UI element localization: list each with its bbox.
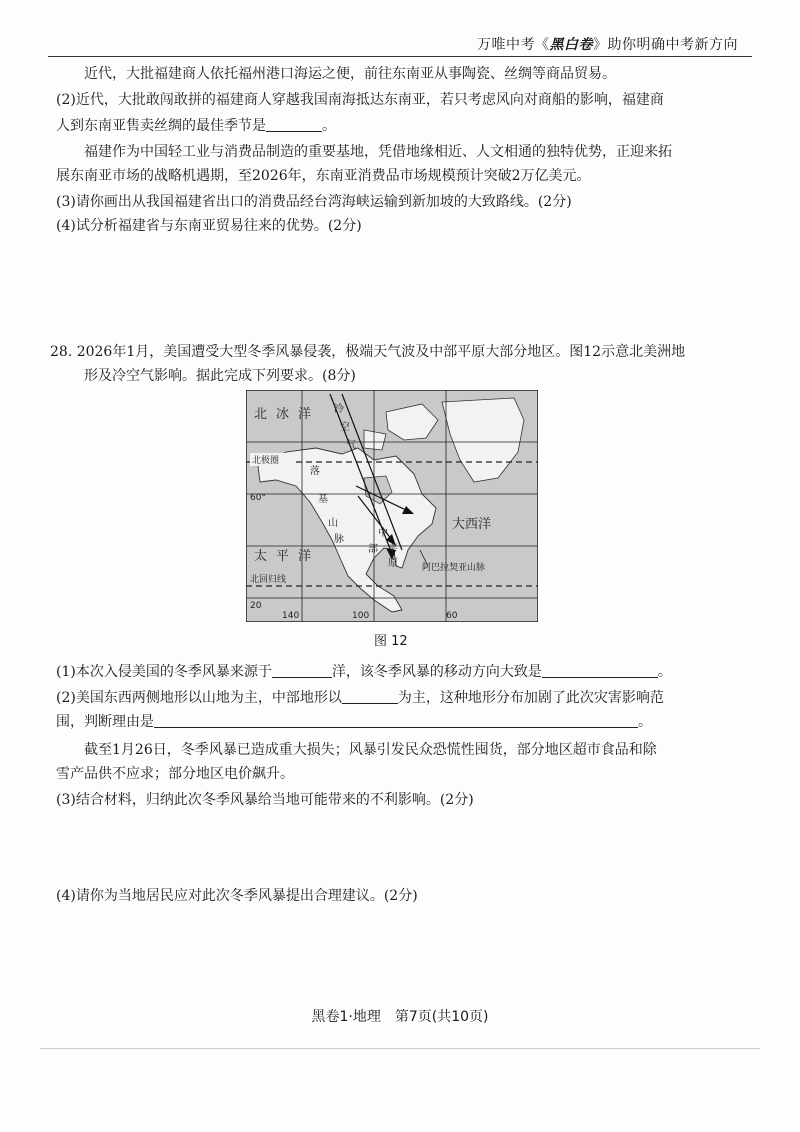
q27-q2-line-1: (2)近代，大批敢闯敢拼的福建商人穿越我国南海抵达东南亚，若只考虑风向对商船的影响，福建商 [56,92,664,108]
q28-q1-blank-direction[interactable] [542,663,658,678]
q27-q3: (3)请你画出从我国福建省出口的消费品经台湾海峡运输到新加坡的大致路线。(2分) [56,194,572,210]
q28-q2-text-a: (2)美国东西两侧地形以山地为主，中部地形以 [56,690,342,706]
label-lat60: 60° [250,493,266,503]
q27-paragraph-2-line-2: 展东南亚市场的战略机遇期，至2026年，东南亚消费品市场规模预计突破2万亿美元。 [56,168,591,184]
label-pacific-2: 平 [276,549,290,564]
q28-q4: (4)请你为当地居民应对此次冬季风暴提出合理建议。(2分) [56,888,418,904]
q28-q2-line-1 [56,688,664,708]
label-plain-2: 部 [368,544,378,555]
header-suffix: 》助你明确中考新方向 [593,37,738,53]
figure-caption: 图 12 [374,634,408,649]
label-rocky-2: 基 [318,494,328,505]
q27-paragraph-1: 近代，大批福建商人依托福州港口海运之便，前往东南亚从事陶瓷、丝绸等商品贸易。 [84,66,616,82]
label-pacific-3: 洋 [298,549,312,564]
label-appalachian: 阿巴拉契亚山脉 [422,563,486,573]
q28-q1-text-a: (1)本次入侵美国的冬季风暴来源于 [56,664,272,680]
map-svg [246,390,538,622]
page-footer: 黑卷1·地理 第7页(共10页) [311,1009,489,1025]
q27-paragraph-2-line-1: 福建作为中国轻工业与消费品制造的重要基地，凭借地缘相近、人文相通的独特优势，正迎来拓 [84,144,672,160]
label-plain-3: 平 [388,544,398,555]
q28-intro-line-1: 28. 2026年1月，美国遭受大型冬季风暴侵袭，极端天气波及中部平原大部分地区。图12示意北美洲地 [50,344,686,360]
arctic-island-small [364,430,386,450]
map-labels [254,407,311,422]
header-brand: 黑白卷 [549,37,593,53]
q28-q2-text-b: 为主，这种地形分布加剧了此次灾害影响范 [397,690,664,706]
q27-q4: (4)试分析福建省与东南亚贸易往来的优势。(2分) [56,218,362,234]
label-rocky-4: 脉 [334,534,344,545]
q28-q1-blank-ocean[interactable] [272,663,332,678]
label-pacific-1: 太 [254,549,268,564]
q28-material-line-1: 截至1月26日，冬季风暴已造成重大损失；风暴引发民众恐慌性囤货，部分地区超市食品和除 [84,742,657,758]
q27-q2-answer-blank[interactable] [266,117,322,132]
label-atlantic: 大西洋 [452,517,492,532]
label-cold-air-2: 空 [340,422,350,433]
label-tropic: 北回归线 [250,575,287,585]
label-arctic-circle-text: 北极圈 [252,456,280,466]
label-plain-4: 原 [388,558,398,569]
north-america-map [246,390,538,622]
header-prefix: 万唯中考《 [477,37,550,53]
label-lat20: 20 [250,601,262,611]
q28-q1 [56,662,672,682]
q28-q2-blank-reason[interactable] [154,713,638,728]
q28-q2-end: 。 [638,714,652,730]
label-arctic-3: 洋 [298,407,312,422]
label-lon100: 100 [352,611,370,621]
q28-q2-blank-terrain[interactable] [342,689,398,704]
q28-q2-text-c: 围，判断理由是 [56,714,154,730]
label-rocky-3: 山 [328,518,338,529]
q28-q1-text-b: 洋，该冬季风暴的移动方向大致是 [331,664,542,680]
label-lon140: 140 [282,611,300,621]
label-cold-air-3: 气 [346,440,356,451]
q28-q1-end: 。 [657,664,672,680]
label-lon60: 60 [446,611,458,621]
footer-rule [40,1048,760,1049]
q28-q2-line-2 [56,712,652,732]
q28-q3: (3)结合材料，归纳此次冬季风暴给当地可能带来的不利影响。(2分) [56,792,474,808]
label-cold-air-1: 冷 [334,404,344,415]
q28-material-line-2: 雪产品供不应求；部分地区电价飙升。 [56,766,294,782]
label-rocky-1: 落 [310,466,320,477]
q28-intro-line-2: 形及冷空气影响。据此完成下列要求。(8分) [84,368,356,384]
header-rule [48,56,752,57]
label-plain-1: 中 [378,528,388,539]
q27-q2-line-2 [56,116,336,136]
page-header [477,34,738,54]
q27-q2-end: 。 [322,118,336,134]
q27-q2-text: 人到东南亚售卖丝绸的最佳季节是 [56,118,266,134]
label-arctic-1: 北 [254,407,268,422]
label-arctic-2: 冰 [276,407,290,422]
